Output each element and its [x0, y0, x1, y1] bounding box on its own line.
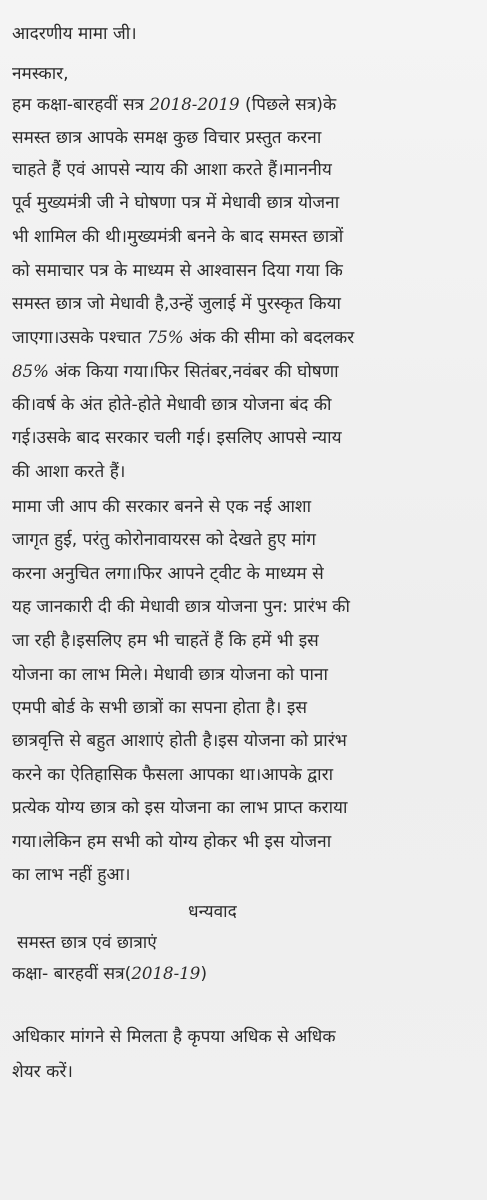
para2-line-10: प्रत्येक योग्य छात्र को इस योजना का लाभ प्राप्त कराया — [12, 798, 348, 818]
para2-line-4: यह जानकारी दी की मेधावी छात्र योजना पुन: प्रारंभ की — [12, 597, 350, 617]
para1-line-5: भी शामिल की थी।मुख्यमंत्री बनने के बाद समस्त छात्रों — [12, 227, 344, 247]
para1-line-8: जाएगा।उसके पश्चात 75% अंक की सीमा को बदलकर — [12, 328, 355, 348]
para1-line-9: 85% अंक किया गया।फिर सितंबर,नवंबर की घोषणा — [12, 362, 339, 382]
para1-line-7: समस्त छात्र जो मेधावी है,उन्हें जुलाई में पुरस्कृत किया — [12, 294, 341, 314]
para2-line-9: करने का ऐतिहासिक फैसला आपका था।आपके द्वारा — [12, 765, 334, 785]
para2-line-3: करना अनुचित लगा।फिर आपने ट्वीट के माध्यम से — [12, 564, 324, 584]
appeal-line-1: अधिकार मांगने से मिलता है कृपया अधिक से अधिक — [12, 1027, 336, 1047]
appeal-line-2: शेयर करें। — [12, 1062, 73, 1082]
para2-line-7: एमपी बोर्ड के सभी छात्रों का सपना होता है। इस — [12, 698, 307, 718]
para2-line-5: जा रही है।इसलिए हम भी चाहतें हैं कि हमें भी इस — [12, 631, 319, 651]
closing: धन्यवाद — [188, 902, 237, 922]
para2-line-11: गया।लेकिन हम सभी को योग्य होकर भी इस योजना — [12, 832, 332, 852]
para2-line-8: छात्रवृत्ति से बहुत आशाएं होती है।इस योजना को प्रारंभ — [12, 731, 347, 751]
greeting: आदरणीय मामा जी। — [12, 24, 137, 44]
para2-line-1: मामा जी आप की सरकार बनने से एक नई आशा — [12, 497, 312, 517]
para1-line-4: पूर्व मुख्यमंत्री जी ने घोषणा पत्र में मेधावी छात्र योजना — [12, 193, 340, 213]
para2-line-12: का लाभ नहीं हुआ। — [12, 865, 131, 885]
signature: समस्त छात्र एवं छात्राएं — [17, 933, 157, 953]
class-line — [12, 962, 207, 986]
para1-line-12: की आशा करते हैं। — [12, 462, 126, 482]
para1-line-2: समस्त छात्र आपके समक्ष कुछ विचार प्रस्तुत करना — [12, 128, 322, 148]
para1-line-6: को समाचार पत्र के माध्यम से आश्वासन दिया गया कि — [12, 261, 343, 281]
para1-line-1: हम कक्षा-बारहवीं सत्र 2018-2019 (पिछले सत्र)के — [12, 95, 337, 115]
para1-line-11: गई।उसके बाद सरकार चली गई। इसलिए आपसे न्याय — [12, 428, 342, 448]
class-line-text: कक्षा- बारहवीं सत्र(2018-19) — [12, 964, 208, 984]
salutation: नमस्कार, — [12, 64, 69, 84]
para1-line-10: की।वर्ष के अंत होते-होते मेधावी छात्र योजना बंद की — [12, 395, 332, 415]
para1-line-3: चाहते हैं एवं आपसे न्याय की आशा करते हैं।माननीय — [12, 160, 332, 180]
para2-line-6: योजना का लाभ मिले। मेधावी छात्र योजना को पाना — [12, 665, 328, 685]
para2-line-2: जागृत हुई, परंतु कोरोनावायरस को देखते हुए मांग — [12, 530, 316, 550]
